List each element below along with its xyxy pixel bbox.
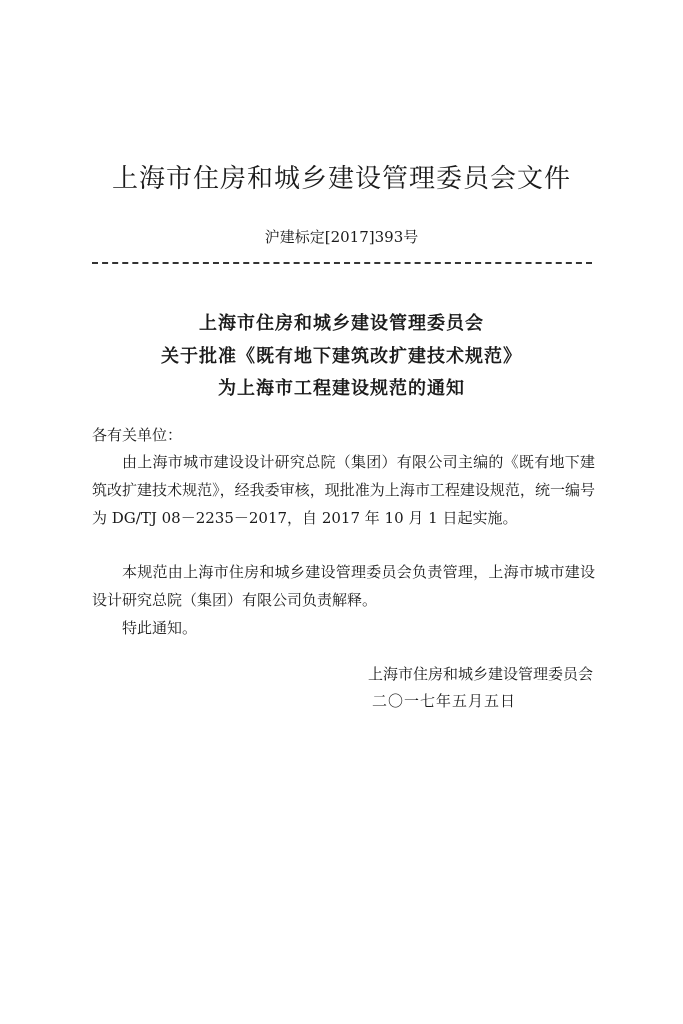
notice-title-line-2: 关于批准《既有地下建筑改扩建技术规范》 [161, 346, 522, 367]
document-number: 沪建标定[2017]393号 [264, 228, 419, 246]
salutation: 各有关单位： [92, 426, 183, 444]
header-divider [92, 262, 592, 264]
body-paragraph-approval: 由上海市城市建设设计研究总院（集团）有限公司主编的《既有地下建筑改扩建技术规范》，经我委审核，现批准为上海市工程建设规范，统一编号为 DG/TJ 08－2235－2017，自 2017 年 10 月 1 日起实施。 [92, 453, 595, 527]
body-paragraph-closing: 特此通知。 [122, 619, 198, 637]
notice-title-line-1: 上海市住房和城乡建设管理委员会 [199, 313, 484, 334]
issuer-header: 上海市住房和城乡建设管理委员会文件 [111, 164, 571, 194]
issue-date: 二〇一七年五月五日 [372, 692, 517, 710]
notice-title-line-3: 为上海市工程建设规范的通知 [218, 378, 465, 399]
signer: 上海市住房和城乡建设管理委员会 [367, 665, 593, 683]
body-paragraph-management: 本规范由上海市住房和城乡建设管理委员会负责管理，上海市城市建设设计研究总院（集团）有限公司负责解释。 [92, 563, 595, 609]
